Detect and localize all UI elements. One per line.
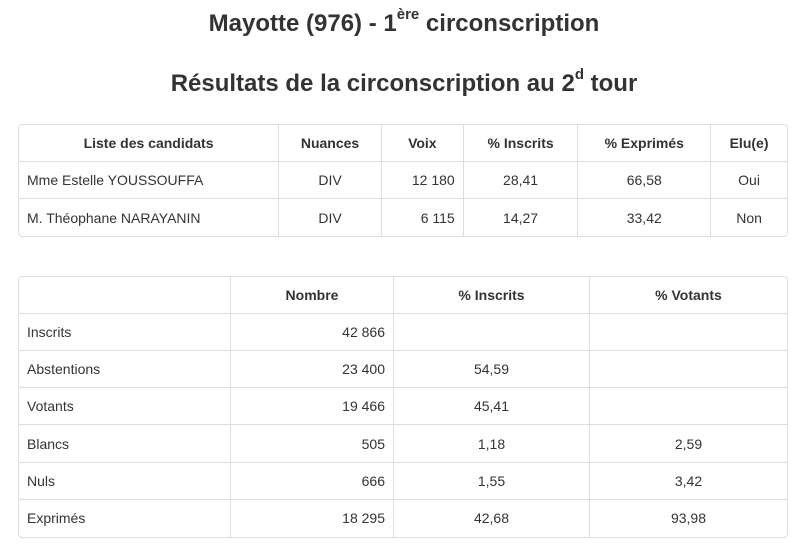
page-subtitle-superscript: d [574, 66, 584, 83]
candidates-header-cell: Liste des candidats [19, 125, 279, 162]
stat-label: Votants [19, 388, 231, 425]
stat-pct-votants [590, 388, 787, 425]
stats-table [18, 276, 788, 538]
page-subtitle-main: Résultats de la circonscription au 2 [170, 70, 575, 97]
table-row [19, 351, 787, 388]
table-row [19, 388, 787, 425]
candidate-voix: 12 180 [382, 162, 464, 199]
page-subtitle [0, 68, 808, 100]
stat-label: Exprimés [19, 500, 231, 537]
candidate-pct-inscrits: 14,27 [464, 199, 579, 236]
stat-nombre: 19 466 [231, 388, 394, 425]
stat-pct-votants [590, 351, 787, 388]
candidates-header-cell: % Exprimés [578, 125, 711, 162]
stat-pct-inscrits: 54,59 [394, 351, 590, 388]
stat-nombre: 505 [231, 425, 394, 462]
stat-pct-votants: 2,59 [590, 425, 787, 462]
stat-pct-votants: 93,98 [670, 510, 707, 527]
candidate-voix: 6 115 [382, 199, 464, 236]
stat-nombre: 18 295 [231, 500, 394, 537]
page-title-main: Mayotte (976) - 1 [208, 10, 397, 37]
table-row [19, 500, 787, 537]
candidate-elu: Oui [711, 162, 787, 199]
candidate-nuance: DIV [279, 199, 382, 236]
table-row [19, 199, 787, 236]
stats-header-cell: % Votants [590, 277, 787, 314]
stat-nombre: 23 400 [231, 351, 394, 388]
stat-label: Nuls [19, 463, 231, 500]
table-row [19, 314, 787, 351]
candidate-name: M. Théophane NARAYANIN [19, 199, 279, 236]
table-row [19, 463, 787, 500]
stat-pct-votants [590, 314, 787, 351]
stat-label: Abstentions [19, 351, 231, 388]
stat-nombre: 666 [231, 463, 394, 500]
candidate-pct-exprimes: 66,58 [578, 162, 711, 199]
page-title-rest: circonscription [419, 10, 600, 37]
stat-pct-inscrits: 1,18 [394, 425, 590, 462]
candidate-pct-inscrits: 28,41 [464, 162, 579, 199]
candidates-header-cell: Voix [382, 125, 464, 162]
stats-header-row [19, 277, 787, 314]
table-row [19, 425, 787, 462]
stat-pct-inscrits [394, 314, 590, 351]
page-title-superscript: ère [396, 6, 420, 23]
candidates-header-cell: % Inscrits [464, 125, 579, 162]
table-row [19, 162, 787, 199]
candidates-table [18, 124, 788, 237]
candidate-elu: Non [736, 209, 762, 226]
candidate-nuance: DIV [279, 162, 382, 199]
candidate-name: Mme Estelle YOUSSOUFFA [19, 162, 279, 199]
stat-label: Blancs [19, 425, 231, 462]
stat-pct-inscrits: 1,55 [394, 463, 590, 500]
stat-label: Inscrits [19, 314, 231, 351]
stat-pct-inscrits: 45,41 [394, 388, 590, 425]
stat-pct-votants: 3,42 [590, 463, 787, 500]
stat-pct-inscrits: 42,68 [394, 500, 590, 537]
candidates-header-cell: Elu(e) [711, 125, 787, 162]
candidates-header-row [19, 125, 787, 162]
candidate-pct-exprimes: 33,42 [578, 199, 711, 236]
page-subtitle-rest: tour [583, 70, 638, 97]
stat-nombre: 42 866 [231, 314, 394, 351]
stats-header-cell: Nombre [231, 277, 394, 314]
candidates-header-cell: Nuances [279, 125, 382, 162]
stats-header-cell: % Inscrits [394, 277, 590, 314]
page-title [0, 8, 808, 40]
stats-header-cell [19, 277, 231, 314]
